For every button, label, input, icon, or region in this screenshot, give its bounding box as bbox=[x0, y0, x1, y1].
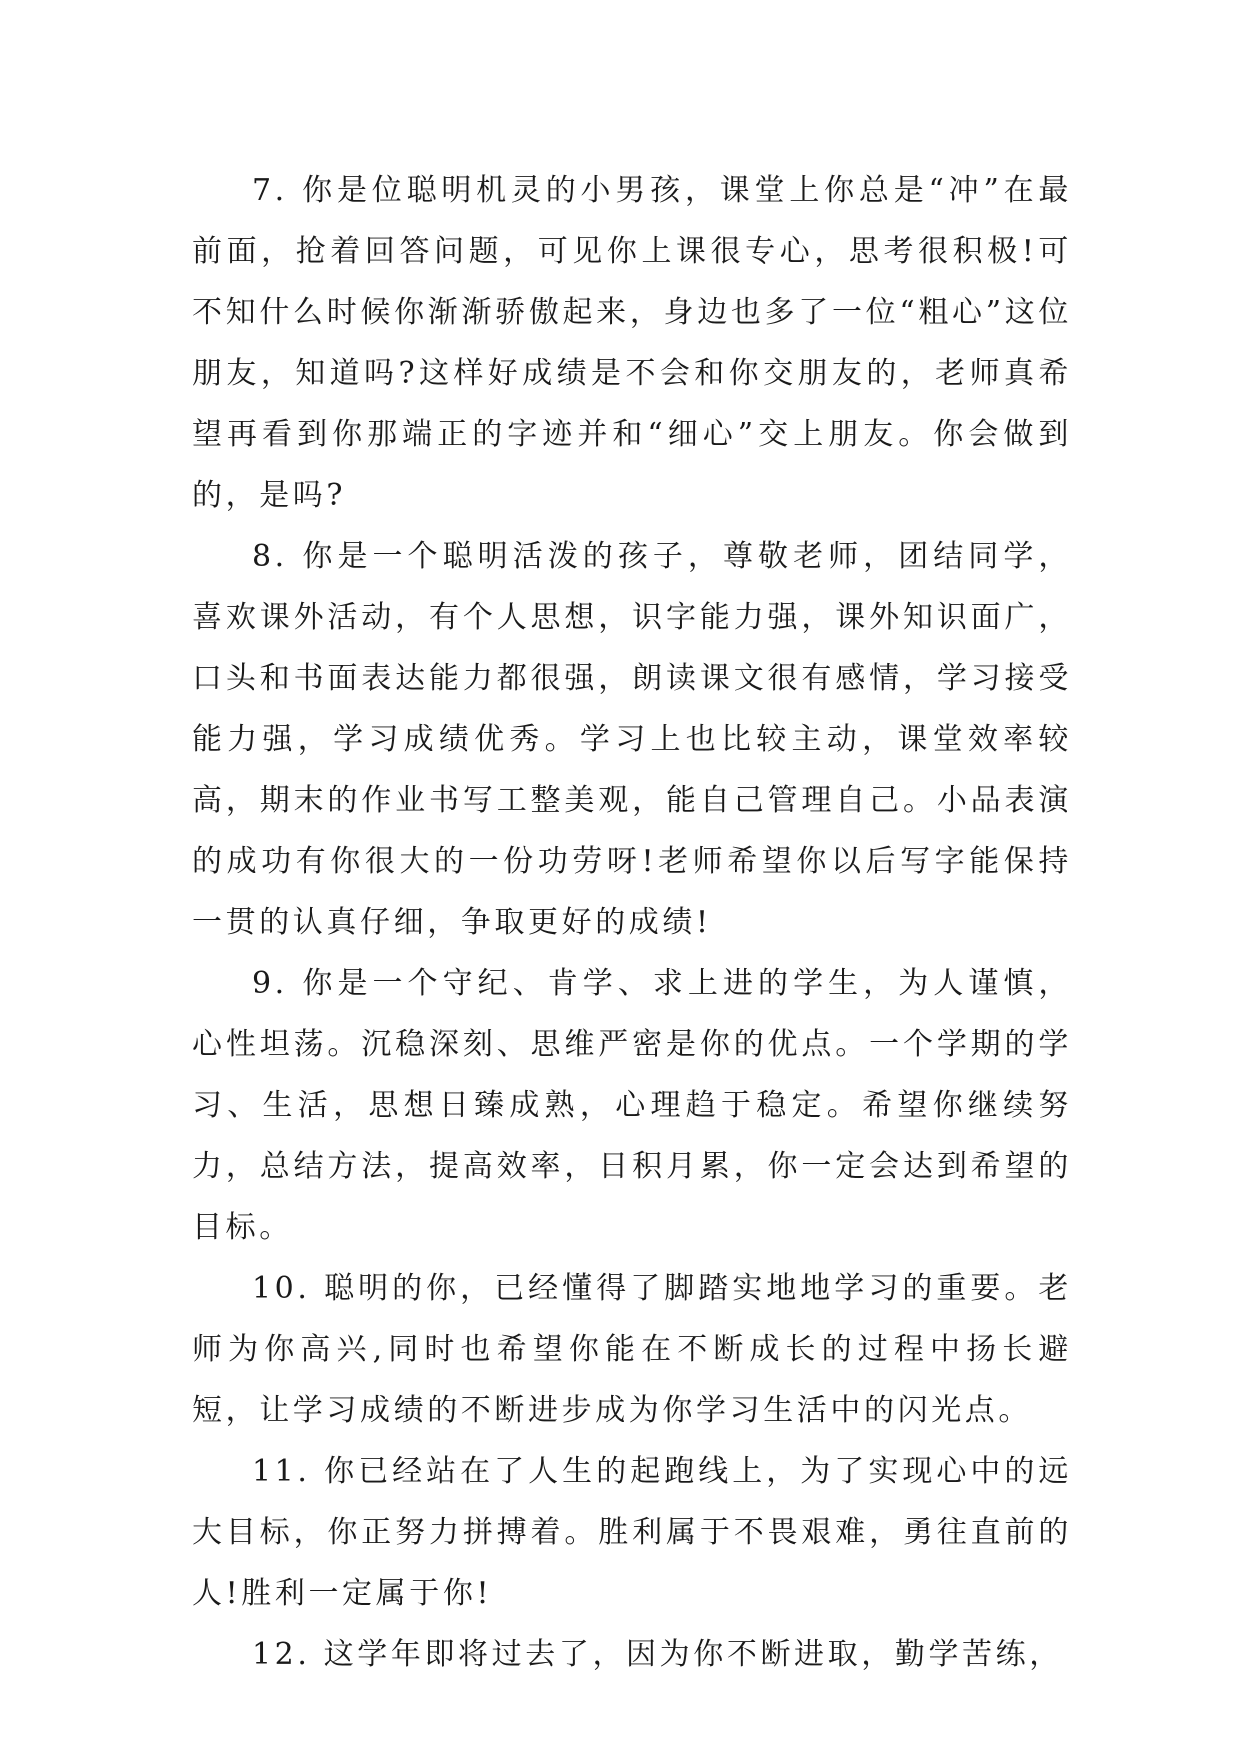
item-text: 你是一个守纪、肯学、求上进的学生，为人谨慎，心性坦荡。沉稳深刻、思维严密是你的优点。一个学期的学习、生活，思想日臻成熟，心理趋于稳定。希望你继续努力，总结方法，提高效率，日积月累，你一定会达到希望的目标。 bbox=[192, 966, 1073, 1245]
comment-paragraph-8 bbox=[192, 526, 1072, 953]
item-number: 10. bbox=[252, 1271, 311, 1306]
item-text: 你是位聪明机灵的小男孩，课堂上你总是“冲”在最前面，抢着回答问题，可见你上课很专心，思考很积极!可不知什么时候你渐渐骄傲起来，身边也多了一位“粗心”这位朋友，知道吗?这样好成绩是不会和你交朋友的，老师真希望再看到你那端正的字迹并和“细心”交上朋友。你会做到的，是吗? bbox=[192, 173, 1072, 513]
item-text: 你已经站在了人生的起跑线上，为了实现心中的远大目标，你正努力拼搏着。胜利属于不畏艰难，勇往直前的人!胜利一定属于你! bbox=[192, 1454, 1073, 1611]
document-body bbox=[192, 160, 1072, 1685]
comment-paragraph-12 bbox=[192, 1624, 1072, 1685]
item-number: 11. bbox=[252, 1454, 311, 1489]
item-text: 你是一个聪明活泼的孩子，尊敬老师，团结同学，喜欢课外活动，有个人思想，识字能力强，课外知识面广，口头和书面表达能力都很强，朗读课文很有感情，学习接受能力强，学习成绩优秀。学习上也比较主动，课堂效率较高，期末的作业书写工整美观，能自己管理自己。小品表演的成功有你很大的一份功劳呀!老师希望你以后写字能保持一贯的认真仔细，争取更好的成绩! bbox=[192, 539, 1073, 940]
comment-paragraph-11 bbox=[192, 1441, 1072, 1624]
item-number: 8. bbox=[252, 539, 288, 574]
item-number: 9. bbox=[252, 966, 288, 1001]
comment-paragraph-9 bbox=[192, 953, 1072, 1258]
item-text: 聪明的你，已经懂得了脚踏实地地学习的重要。老师为你高兴,同时也希望你能在不断成长的过程中扬长避短，让学习成绩的不断进步成为你学习生活中的闪光点。 bbox=[192, 1271, 1073, 1428]
item-number: 12. bbox=[252, 1637, 311, 1672]
item-text: 这学年即将过去了，因为你不断进取，勤学苦练， bbox=[323, 1637, 1063, 1672]
comment-paragraph-7 bbox=[192, 160, 1072, 526]
comment-paragraph-10 bbox=[192, 1258, 1072, 1441]
item-number: 7. bbox=[252, 173, 288, 208]
